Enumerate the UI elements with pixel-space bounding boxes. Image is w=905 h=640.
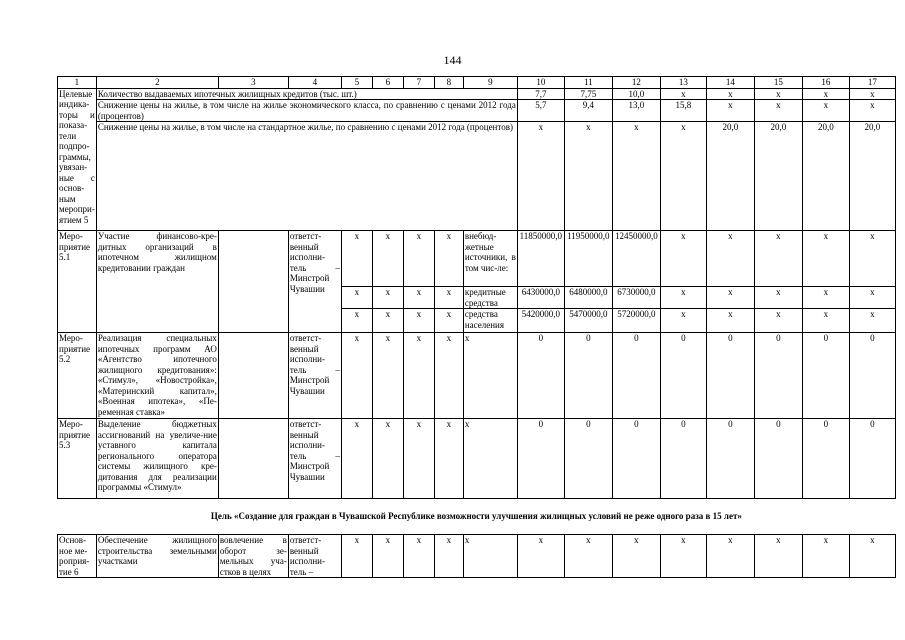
value-cell: 5,7 (517, 100, 564, 122)
value-cell: 7,75 (564, 88, 612, 100)
value-cell: 0 (564, 419, 612, 499)
goal-row (58, 499, 896, 535)
code-cell: x (403, 231, 434, 287)
value-cell: 0 (802, 419, 849, 499)
code-cell: x (341, 309, 372, 333)
value-cell: x (706, 535, 754, 578)
value-cell: x (706, 88, 754, 100)
value-cell: x (754, 88, 802, 100)
table-row (58, 333, 896, 419)
value-cell: x (564, 535, 612, 578)
value-cell: x (754, 100, 802, 122)
code-cell: x (434, 309, 463, 333)
empty-cell (218, 419, 288, 499)
value-cell: 0 (754, 333, 802, 419)
value-cell: 5420000,0 (517, 309, 564, 333)
code-cell: x (372, 309, 403, 333)
header-cell: 7 (403, 77, 434, 89)
value-cell: x (706, 287, 754, 309)
value-cell: 20,0 (802, 122, 849, 231)
code-cell: x (403, 333, 434, 419)
header-cell: 9 (463, 77, 517, 89)
code-cell: x (434, 333, 463, 419)
value-cell: x (660, 309, 706, 333)
targets-label: Целевые индика-торы и показа-тели подпро-граммы, увязан-ные с основ-ным меропри-ятием 5 (58, 88, 97, 231)
value-cell: 0 (849, 419, 895, 499)
value-cell: 11850000,0 (517, 231, 564, 287)
header-cell: 8 (434, 77, 463, 89)
code-cell: x (341, 535, 372, 578)
value-cell: 0 (564, 333, 612, 419)
value-cell: 20,0 (849, 122, 895, 231)
value-cell: 20,0 (706, 122, 754, 231)
code-cell: x (372, 535, 403, 578)
responsible-cell: ответст-венный исполни-тель – Минстрой Чувашии (288, 419, 341, 499)
value-cell: x (754, 535, 802, 578)
measure-name: Выделение бюджетных ассигнований на увеличе-ние уставного капитала регионального оператора системы жилищного кре-дитования для реализации программы «Стимул» (96, 419, 218, 499)
value-cell: x (802, 231, 849, 287)
value-cell: 0 (802, 333, 849, 419)
measure-label: Меро-приятие 5.2 (58, 333, 97, 419)
measure-name: Участие финансово-кре-дитных организаций в ипотечном жилищном кредитовании граждан (96, 231, 218, 333)
code-cell: x (463, 535, 517, 578)
header-cell: 15 (754, 77, 802, 89)
value-cell: x (802, 100, 849, 122)
value-cell: x (660, 122, 706, 231)
empty-cell (218, 231, 288, 333)
code-cell: x (403, 535, 434, 578)
code-cell: x (341, 419, 372, 499)
value-cell: 7,7 (517, 88, 564, 100)
value-cell: x (660, 287, 706, 309)
responsible-cell: ответст-венный исполни-тель – Минстрой Чувашии (288, 333, 341, 419)
value-cell: x (802, 309, 849, 333)
value-cell: x (612, 535, 660, 578)
code-cell: x (463, 333, 517, 419)
indicator-name: Снижение цены на жилье, в том числе на жилье экономического класса, по сравнению с ценами 2012 года (процентов) (97, 100, 516, 121)
header-cell: 12 (612, 77, 660, 89)
value-cell: x (612, 122, 660, 231)
measure-label: Основ-ное ме-роприя-тие 6 (58, 535, 97, 578)
value-cell: x (660, 231, 706, 287)
value-cell: 0 (517, 333, 564, 419)
header-cell: 11 (564, 77, 612, 89)
value-cell: x (754, 287, 802, 309)
value-cell: 6730000,0 (612, 287, 660, 309)
responsible-cell: ответст-венный исполни-тель – (288, 535, 341, 578)
header-cell: 17 (849, 77, 895, 89)
value-cell: x (660, 535, 706, 578)
value-cell: 20,0 (754, 122, 802, 231)
value-cell: x (754, 231, 802, 287)
value-cell: 0 (706, 419, 754, 499)
col3-cell: вовлечение в оборот зе-мельных уча-стков в целях (219, 535, 287, 577)
value-cell: x (849, 231, 895, 287)
code-cell: x (372, 419, 403, 499)
indicator-name: Количество выдаваемых ипотечных жилищных кредитов (тыс. шт.) (96, 88, 517, 100)
value-cell: 15,8 (660, 100, 706, 122)
header-cell: 1 (58, 77, 97, 89)
code-cell: x (434, 419, 463, 499)
value-cell: 12450000,0 (612, 231, 660, 287)
value-cell: x (849, 287, 895, 309)
table-row (58, 419, 896, 499)
value-cell: 0 (517, 419, 564, 499)
header-cell: 13 (660, 77, 706, 89)
value-cell: x (517, 122, 564, 231)
value-cell: 13,0 (612, 100, 660, 122)
value-cell: x (802, 88, 849, 100)
code-cell: x (403, 419, 434, 499)
header-cell: 2 (96, 77, 218, 89)
header-cell: 5 (341, 77, 372, 89)
code-cell: x (403, 287, 434, 309)
value-cell: 0 (660, 419, 706, 499)
measure-label: Меро-приятие 5.3 (58, 419, 97, 499)
code-cell: x (434, 231, 463, 287)
value-cell: x (754, 309, 802, 333)
program-table (57, 76, 896, 578)
header-cell: 6 (372, 77, 403, 89)
value-cell: x (802, 287, 849, 309)
table-row (58, 100, 896, 122)
code-cell: x (463, 419, 517, 499)
source-cell: кредитные средства (463, 287, 517, 309)
value-cell: 0 (754, 419, 802, 499)
value-cell: 0 (612, 333, 660, 419)
code-cell: x (372, 231, 403, 287)
measure-label: Меро-приятие 5.1 (58, 231, 97, 333)
code-cell: x (341, 231, 372, 287)
table-row (58, 122, 896, 231)
empty-cell (218, 333, 288, 419)
value-cell: x (706, 231, 754, 287)
value-cell: x (849, 100, 895, 122)
goal-title: Цель «Создание для граждан в Чувашской Республике возможности улучшения жилищных условий не реже одного раза в 15 лет» (58, 499, 896, 535)
table-row (58, 88, 896, 100)
value-cell: 0 (849, 333, 895, 419)
measure-name: Обеспечение жилищного строительства земельными участками (96, 535, 218, 578)
value-cell: x (849, 309, 895, 333)
header-cell: 3 (218, 77, 288, 89)
value-cell: 11950000,0 (564, 231, 612, 287)
value-cell: 5720000,0 (612, 309, 660, 333)
code-cell: x (372, 287, 403, 309)
measure-name: Реализация специальных ипотечных программ АО «Агентство ипотечного жилищного кредитования»: «Стимул», «Новостройка», «Материнский капитал», «Военная ипотека», «Пе-ременная ставка» (97, 333, 217, 417)
header-cell: 14 (706, 77, 754, 89)
code-cell: x (434, 535, 463, 578)
code-cell: x (372, 333, 403, 419)
header-cell: 4 (288, 77, 341, 89)
code-cell: x (403, 309, 434, 333)
value-cell: 0 (706, 333, 754, 419)
source-cell: средства населения (463, 309, 517, 333)
value-cell: 10,0 (612, 88, 660, 100)
header-cell: 10 (517, 77, 564, 89)
indicator-name: Снижение цены на жилье, в том числе на стандартное жилье, по сравнению с ценами 2012 года (процентов) (96, 122, 517, 231)
value-cell: x (849, 88, 895, 100)
table-row (58, 535, 896, 578)
page-number: 144 (443, 53, 462, 67)
value-cell: x (849, 535, 895, 578)
value-cell: 9,4 (564, 100, 612, 122)
code-cell: x (434, 287, 463, 309)
value-cell: x (706, 100, 754, 122)
value-cell: x (706, 309, 754, 333)
value-cell: 6480000,0 (564, 287, 612, 309)
value-cell: x (517, 535, 564, 578)
source-cell: внебюд-жетные источники, в том чис-ле: (463, 231, 517, 287)
table-row (58, 231, 896, 287)
header-cell: 16 (802, 77, 849, 89)
value-cell: 6430000,0 (517, 287, 564, 309)
value-cell: 5470000,0 (564, 309, 612, 333)
value-cell: x (802, 535, 849, 578)
value-cell: x (564, 122, 612, 231)
value-cell: 0 (660, 333, 706, 419)
responsible-cell: ответст-венный исполни-тель – Минстрой Чувашии (288, 231, 341, 333)
code-cell: x (341, 287, 372, 309)
value-cell: 0 (612, 419, 660, 499)
value-cell: x (660, 88, 706, 100)
code-cell: x (341, 333, 372, 419)
header-row (58, 77, 896, 89)
